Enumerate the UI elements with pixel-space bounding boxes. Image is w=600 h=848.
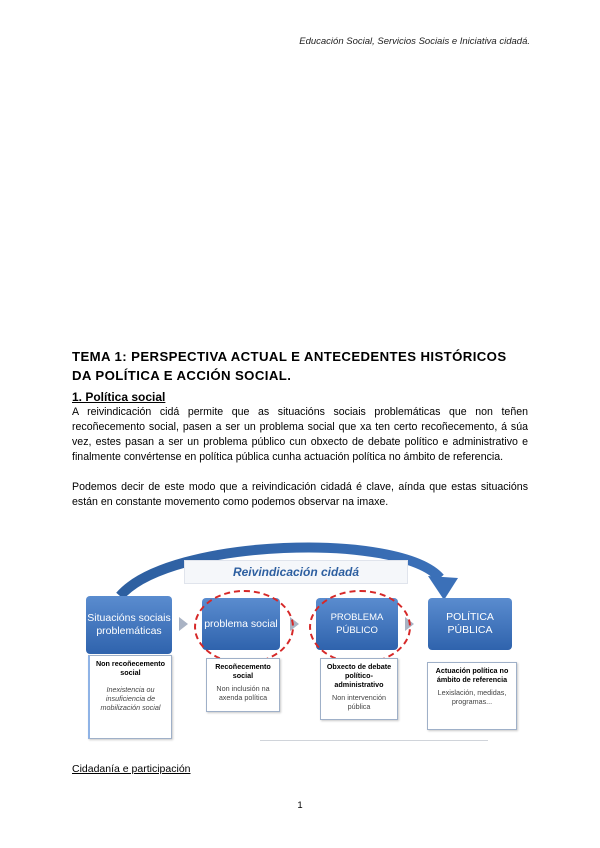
box-problema-social: problema social <box>202 598 280 650</box>
running-header: Educación Social, Servicios Sociais e Iniciativa cidadá. <box>299 36 530 47</box>
card-subtext: Inexistencia ou insuficiencia de mobilización social <box>100 685 161 712</box>
box-situacions: Situacións sociais problemáticas <box>86 596 172 654</box>
box-problema-publico: PROBLEMA PÚBLICO <box>316 598 398 650</box>
highlight-ellipse-1 <box>194 590 294 664</box>
section-heading-politica-social: 1. Política social <box>72 390 166 404</box>
reivindicacion-banner: Reivindicación cidadá <box>184 560 408 584</box>
card-heading: Recoñecemento social <box>215 662 271 680</box>
card-obxecto-debate <box>320 658 398 720</box>
page-number: 1 <box>297 800 303 811</box>
paragraph-2: Podemos decir de este modo que a reivindicación cidadá é clave, aínda que estas situacións están en constante movemento como podemos observar na imaxe. <box>72 481 528 508</box>
arrow-1 <box>179 617 188 631</box>
card-subtext: Non intervención pública <box>332 693 386 711</box>
page-title: TEMA 1: PERSPECTIVA ACTUAL E ANTECEDENTES HISTÓRICOS DA POLÍTICA E ACCIÓN SOCIAL. <box>72 349 507 383</box>
diagram-baseline <box>260 740 488 741</box>
card-reconecemento <box>206 658 280 712</box>
paragraph-1: A reivindicación cidá permite que as situacións sociais problemáticas que non teñen recoñecemento social, pasen a ser un problema social que xa ten certo recoñecemento, á súa vez, estes pasan a ser un problema público cun obxecto de debate político e administrativo e finalmente convértense en política pública cunha actuación política no ámbito de referencia. <box>72 406 528 463</box>
process-diagram <box>80 550 530 750</box>
box-politica-publica: POLÍTICA PÚBLICA <box>428 598 512 650</box>
card-heading: Non recoñecemento social <box>95 659 166 677</box>
card-subtext: Non inclusión na axenda política <box>216 684 270 702</box>
card-actuacion-politica <box>427 662 517 730</box>
card-heading: Obxecto de debate político-administrativo <box>326 662 392 689</box>
card-heading: Actuación política no ámbito de referencia <box>435 666 509 684</box>
section-heading-cidadania: Cidadanía e participación <box>72 763 191 775</box>
card-non-reconecemento <box>88 655 172 739</box>
highlight-ellipse-2 <box>309 590 411 664</box>
card-subtext: Lexislación, medidas, programas... <box>437 688 507 706</box>
